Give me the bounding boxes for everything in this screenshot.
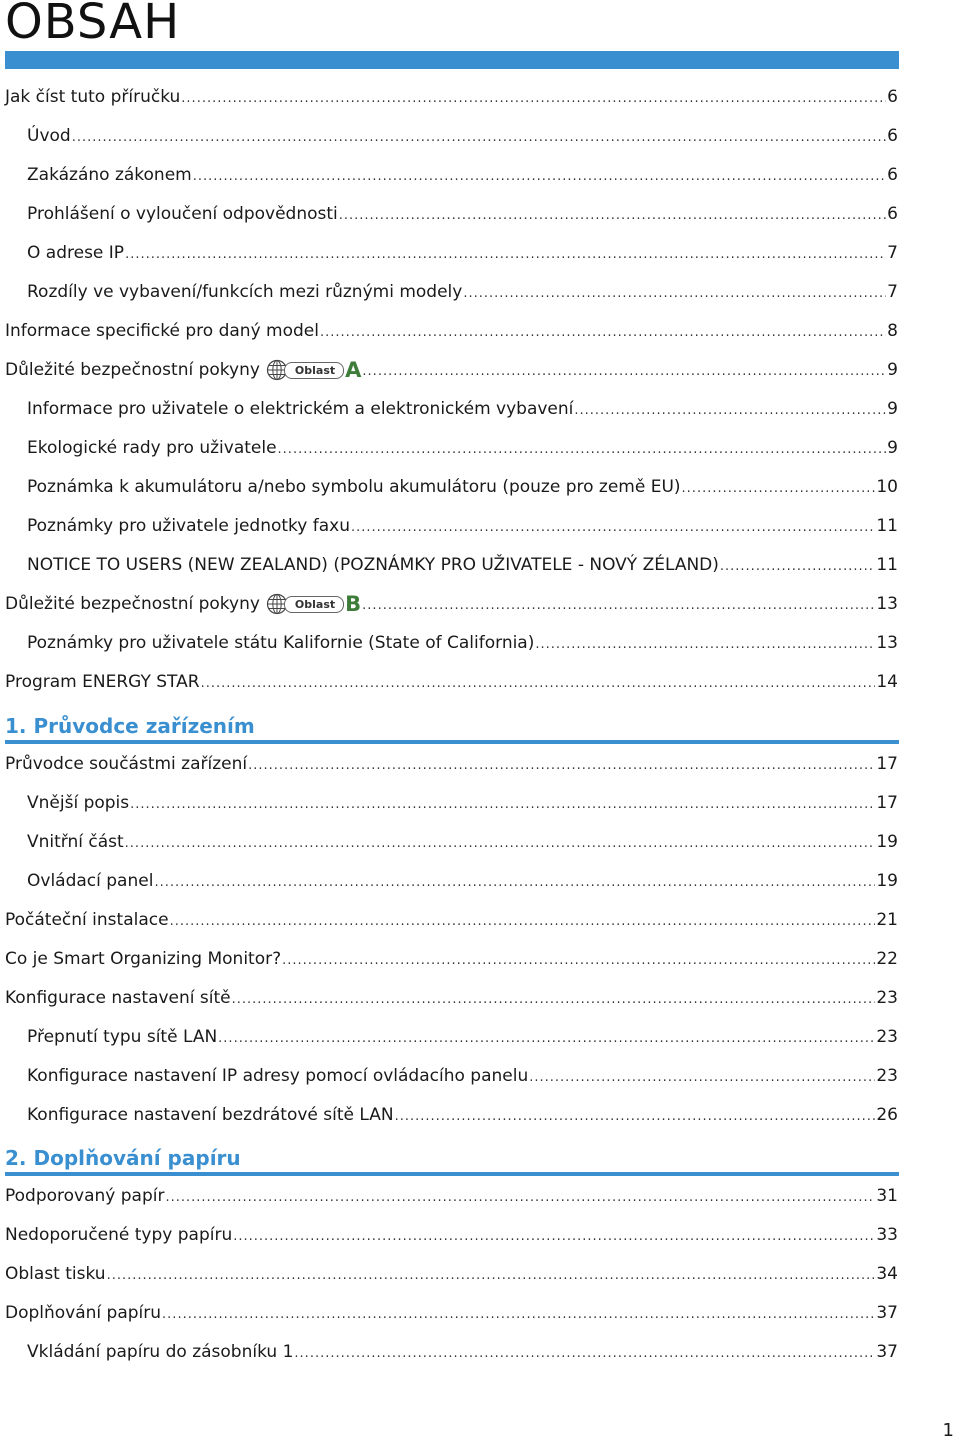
dot-leader [720, 558, 875, 576]
toc-entry-text: Konfigurace nastavení IP adresy pomocí ovládacího panelu [27, 1066, 529, 1086]
toc-entry[interactable] [27, 1022, 898, 1048]
toc-page-number: 14 [876, 672, 898, 692]
toc-entry[interactable] [5, 1220, 898, 1246]
toc-entry[interactable] [5, 983, 898, 1009]
chapter-rule [5, 1172, 899, 1176]
dot-leader [529, 1069, 875, 1087]
dot-leader [278, 441, 887, 459]
dot-leader [72, 129, 886, 147]
dot-leader [320, 324, 886, 342]
toc-entry-text: Vnější popis [27, 793, 130, 813]
toc-entry-text: Informace pro uživatele o elektrickém a elektronickém vybavení [27, 399, 574, 419]
toc-entry[interactable] [27, 1061, 898, 1087]
dot-leader [463, 285, 886, 303]
toc-page-number: 22 [876, 949, 898, 969]
toc-entry[interactable] [27, 394, 898, 420]
dot-leader [130, 796, 875, 814]
toc-entry-text: O adrese IP [27, 243, 125, 263]
toc-entry-text: Ekologické rady pro uživatele [27, 438, 277, 458]
dot-leader [125, 246, 886, 264]
toc-entry-text: Konfigurace nastavení bezdrátové sítě LAN [27, 1105, 394, 1125]
dot-leader [125, 835, 876, 853]
toc-page-number: 11 [876, 555, 898, 575]
dot-leader [395, 1108, 876, 1126]
dot-leader [170, 913, 876, 931]
dot-leader [165, 1189, 875, 1207]
toc-entry[interactable] [27, 238, 898, 264]
toc-entry[interactable] [27, 472, 898, 498]
dot-leader [351, 519, 875, 537]
toc-page-number: 31 [876, 1186, 898, 1206]
toc-page-number: 6 [887, 165, 898, 185]
toc-page-number: 10 [876, 477, 898, 497]
dot-leader [362, 363, 886, 381]
toc-page-number: 9 [887, 399, 898, 419]
toc-entry-text: Vkládání papíru do zásobníku 1 [27, 1342, 294, 1362]
chapter-heading: 1. Průvodce zařízením [5, 714, 255, 738]
toc-entry[interactable] [27, 277, 898, 303]
toc-entry-text: Přepnutí typu sítě LAN [27, 1027, 218, 1047]
toc-entry-text: Oblast tisku [5, 1264, 106, 1284]
dot-leader [232, 991, 876, 1009]
dot-leader [248, 757, 875, 775]
toc-entry-text: NOTICE TO USERS (NEW ZEALAND) (POZNÁMKY PRO UŽIVATELE - NOVÝ ZÉLAND) [27, 555, 719, 575]
toc-entry[interactable] [27, 550, 898, 576]
toc-page-number: 23 [876, 1066, 898, 1086]
toc-entry-text: Podporovaný papír [5, 1186, 165, 1206]
toc-page-number: 17 [876, 754, 898, 774]
toc-entry-text: Konfigurace nastavení sítě [5, 988, 231, 1008]
dot-leader [339, 207, 886, 225]
chapter-rule [5, 740, 899, 744]
toc-entry-text: Nedoporučené typy papíru [5, 1225, 233, 1245]
region-badge [266, 360, 362, 380]
toc-page-number: 7 [887, 282, 898, 302]
toc-entry-text: Poznámky pro uživatele jednotky faxu [27, 516, 350, 536]
toc-entry[interactable] [5, 82, 898, 108]
toc-page-number: 37 [876, 1342, 898, 1362]
toc-entry-text: Co je Smart Organizing Monitor? [5, 949, 282, 969]
toc-entry-text: Počáteční instalace [5, 910, 169, 930]
toc-page-number: 6 [887, 204, 898, 224]
toc-entry[interactable] [27, 827, 898, 853]
toc-page-number: 19 [876, 832, 898, 852]
toc-entry[interactable] [5, 1259, 898, 1285]
toc-entry[interactable] [5, 944, 898, 970]
dot-leader [218, 1030, 875, 1048]
region-badge-letter: A [345, 358, 362, 382]
toc-entry[interactable] [27, 199, 898, 225]
page-title: OBSAH [5, 0, 181, 50]
dot-leader [294, 1345, 875, 1363]
toc-entry[interactable] [27, 628, 898, 654]
chapter-heading: 2. Doplňování papíru [5, 1146, 241, 1170]
toc-entry[interactable] [5, 1181, 898, 1207]
dot-leader [162, 1306, 875, 1324]
toc-page-number: 11 [876, 516, 898, 536]
toc-entry-text: Doplňování papíru [5, 1303, 162, 1323]
toc-entry[interactable] [5, 316, 898, 342]
toc-entry-text: Poznámka k akumulátoru a/nebo symbolu akumulátoru (pouze pro země EU) [27, 477, 681, 497]
toc-entry[interactable] [5, 589, 898, 615]
toc-page-number: 19 [876, 871, 898, 891]
toc-entry-text: Jak číst tuto příručku [5, 87, 181, 107]
toc-entry-text: Rozdíly ve vybavení/funkcích mezi různými modely [27, 282, 463, 302]
dot-leader [107, 1267, 876, 1285]
dot-leader [233, 1228, 875, 1246]
dot-leader [154, 874, 875, 892]
toc-page-number: 33 [876, 1225, 898, 1245]
dot-leader [193, 168, 886, 186]
toc-entry[interactable] [5, 355, 898, 381]
toc-page-number: 17 [876, 793, 898, 813]
dot-leader [201, 675, 876, 693]
toc-entry[interactable] [27, 788, 898, 814]
toc-page-number: 9 [887, 438, 898, 458]
region-badge-letter: B [345, 592, 362, 616]
toc-page-number: 34 [876, 1264, 898, 1284]
toc-page-number: 6 [887, 126, 898, 146]
dot-leader [181, 90, 886, 108]
toc-entry-text: Informace specifické pro daný model [5, 321, 319, 341]
toc-page-number: 21 [876, 910, 898, 930]
dot-leader [535, 636, 875, 654]
toc-page-number: 8 [887, 321, 898, 341]
region-badge [266, 594, 361, 614]
dot-leader [682, 480, 876, 498]
toc-entry-text: Program ENERGY STAR [5, 672, 200, 692]
toc-entry[interactable] [5, 667, 898, 693]
toc-entry[interactable] [5, 749, 898, 775]
toc-entry-text: Důležité bezpečnostní pokyny [5, 360, 260, 380]
toc-page-number: 23 [876, 988, 898, 1008]
page-number: 1 [942, 1420, 954, 1441]
toc-entry-text: Úvod [27, 126, 71, 146]
toc-page-number: 13 [876, 633, 898, 653]
toc-entry[interactable] [5, 905, 898, 931]
toc-entry-text: Průvodce součástmi zařízení [5, 754, 248, 774]
dot-leader [362, 597, 875, 615]
toc-entry-text: Poznámky pro uživatele státu Kalifornie (State of California) [27, 633, 535, 653]
toc-entry-text: Prohlášení o vyloučení odpovědnosti [27, 204, 338, 224]
toc-entry[interactable] [27, 511, 898, 537]
toc-entry[interactable] [27, 866, 898, 892]
dot-leader [282, 952, 875, 970]
toc-page-number: 37 [876, 1303, 898, 1323]
toc-entry-text: Ovládací panel [27, 871, 154, 891]
dot-leader [574, 402, 886, 420]
toc-entry[interactable] [27, 1337, 898, 1363]
toc-entry-text: Vnitřní část [27, 832, 124, 852]
toc-entry[interactable] [5, 1298, 898, 1324]
toc-page-number: 13 [876, 594, 898, 614]
region-badge-label: Oblast [284, 596, 344, 613]
toc-page-number: 6 [887, 87, 898, 107]
toc-entry[interactable] [27, 121, 898, 147]
toc-page-number: 9 [887, 360, 898, 380]
toc-page-number: 7 [887, 243, 898, 263]
toc-entry[interactable] [27, 433, 898, 459]
toc-entry-text: Důležité bezpečnostní pokyny [5, 594, 260, 614]
toc-page-number: 23 [876, 1027, 898, 1047]
toc-entry[interactable] [27, 160, 898, 186]
toc-entry[interactable] [27, 1100, 898, 1126]
toc-entry-text: Zakázáno zákonem [27, 165, 192, 185]
toc-page-number: 26 [876, 1105, 898, 1125]
region-badge-label: Oblast [284, 362, 344, 379]
